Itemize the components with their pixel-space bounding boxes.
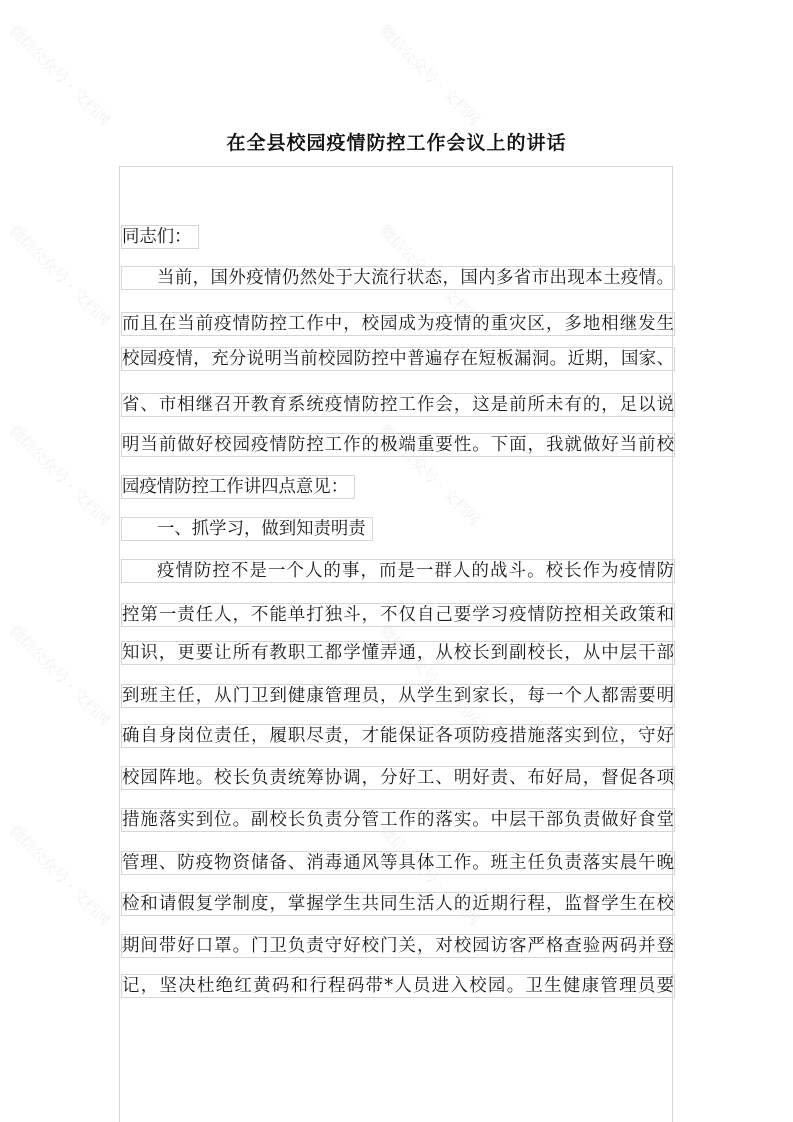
watermark: 微信公众号 · 文档网 [375,821,484,930]
paragraph-line: 确自身岗位责任，履职尽责，才能保证各项防疫措施落实到位，守好 [122,726,674,746]
paragraph-line: 疫情防控不是一个人的事，而是一群人的战斗。校长作为疫情防 [121,559,675,583]
paragraph-line: 到班主任，从门卫到健康管理员，从学生到家长，每一个人都需要明 [122,686,674,706]
paragraph-line: 而且在当前疫情防控工作中，校园成为疫情的重灾区，多地相继发生 [122,314,674,334]
watermark: 微信公众号 · 文档网 [5,421,114,530]
section-heading: 一、抓学习，做到知责明责 [121,517,373,541]
paragraph-line: 管理、防疫物资储备、消毒通风等具体工作。班主任负责落实晨午晚 [122,853,674,873]
paragraph-line: 知识，更要让所有教职工都学懂弄通，从校长到副校长，从中层干部 [122,643,674,663]
page-title: 在全县校园疫情防控工作会议上的讲话 [226,132,567,154]
watermark: 微信公众号 · 文档网 [5,21,114,130]
paragraph-line: 检和请假复学制度，掌握学生共同生活人的近期行程，监督学生在校 [122,894,674,914]
paragraph-line: 校园疫情，充分说明当前校园防控中普遍存在短板漏洞。近期，国家、 [122,349,674,369]
paragraph-line: 记，坚决杜绝红黄码和行程码带*人员进入校园。卫生健康管理员要 [122,976,674,996]
paragraph-line: 明当前做好校园疫情防控工作的极端重要性。下面，我就做好当前校 [122,435,674,455]
watermark: 微信公众号 · 文档网 [375,621,484,730]
paragraph-line: 省、市相继召开教育系统疫情防控工作会，这是前所未有的，足以说 [122,395,674,415]
watermark: 微信公众号 · 文档网 [375,421,484,530]
greeting-line: 同志们： [121,225,199,249]
watermark: 微信公众号 · 文档网 [375,21,484,130]
paragraph-line: 当前，国外疫情仍然处于大流行状态，国内多省市出现本土疫情。 [121,266,675,290]
paragraph-line: 措施落实到位。副校长负责分管工作的落实。中层干部负责做好食堂 [122,810,674,830]
watermark: 微信公众号 · 文档网 [5,821,114,930]
watermark: 微信公众号 · 文档网 [5,621,114,730]
paragraph-line: 期间带好口罩。门卫负责守好校门关，对校园访客严格查验两码并登 [122,936,674,956]
watermark: 微信公众号 · 文档网 [375,221,484,330]
watermark: 微信公众号 · 文档网 [5,221,114,330]
paragraph-line: 校园阵地。校长负责统筹协调，分好工、明好责、布好局，督促各项 [122,768,674,788]
paragraph-line: 园疫情防控工作讲四点意见： [121,475,355,499]
paragraph-line: 控第一责任人，不能单打独斗，不仅自己要学习疫情防控相关政策和 [122,605,674,625]
